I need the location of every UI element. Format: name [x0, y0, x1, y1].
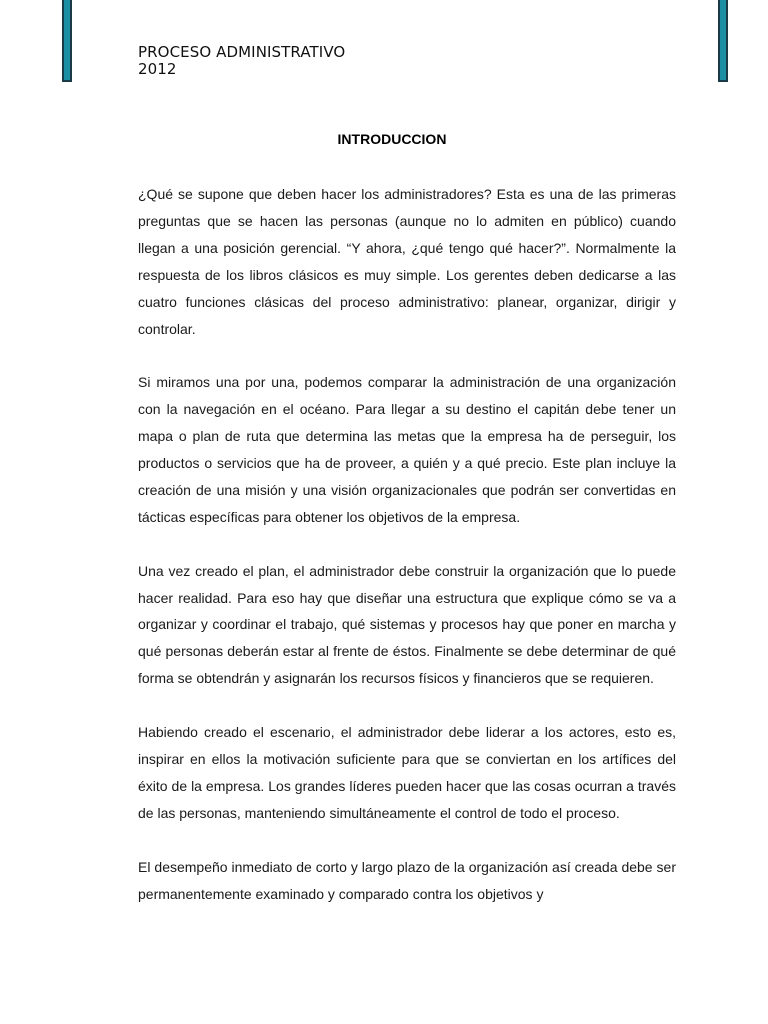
section-heading: INTRODUCCION [337, 131, 447, 147]
paragraph: El desempeño inmediato de corto y largo plazo de la organización así creada debe ser permanentemente examinado y comparado contra los objetivos y [138, 858, 676, 902]
paragraph: Si miramos una por una, podemos comparar la administración de una organización con la navegación en el océano. Para llegar a su destino el capitán debe tener un mapa o plan de ruta que determina las metas que la empresa ha de perseguir, los productos o servicios que ha de proveer, a quién y a qué precio. Este plan incluye la creación de una misión y una visión organizacionales que podrán ser convertidas en tácticas específicas para obtener los objetivos de la empresa. [138, 374, 676, 525]
paragraph: Una vez creado el plan, el administrador debe construir la organización que lo puede hacer realidad. Para eso hay que diseñar una estructura que explique cómo se va a organizar y coordinar el trabajo, qué sistemas y procesos hay que poner en marcha y qué personas deberán estar al frente de éstos. Finalmente se debe determinar de qué forma se obtendrán y asignarán los recursos físicos y financieros que se requieren. [138, 562, 676, 687]
paragraph: ¿Qué se supone que deben hacer los administradores? Esta es una de las primeras preguntas que se hacen las personas (aunque no lo admiten en público) cuando llegan a una posición gerencial. “Y ahora, ¿qué tengo qué hacer?”. Normalmente la respuesta de los libros clásicos es muy simple. Los gerentes deben dedicarse a las cuatro funciones clásicas del proceso administrativo: planear, organizar, dirigir y controlar. [138, 186, 676, 337]
document-body [138, 181, 676, 934]
header-accent-bar-right [718, 0, 728, 82]
header-year: 2012 [138, 60, 177, 78]
paragraph: Habiendo creado el escenario, el administrador debe liderar a los actores, esto es, inspirar en ellos la motivación suficiente para que se conviertan en los artífices del éxito de la empresa. Los grandes líderes pueden hacer que las cosas ocurran a través de las personas, manteniendo simultáneamente el control de todo el proceso. [138, 724, 676, 821]
header-accent-bar-left [62, 0, 72, 82]
page-header [138, 44, 345, 78]
header-title: PROCESO ADMINISTRATIVO [138, 43, 346, 61]
